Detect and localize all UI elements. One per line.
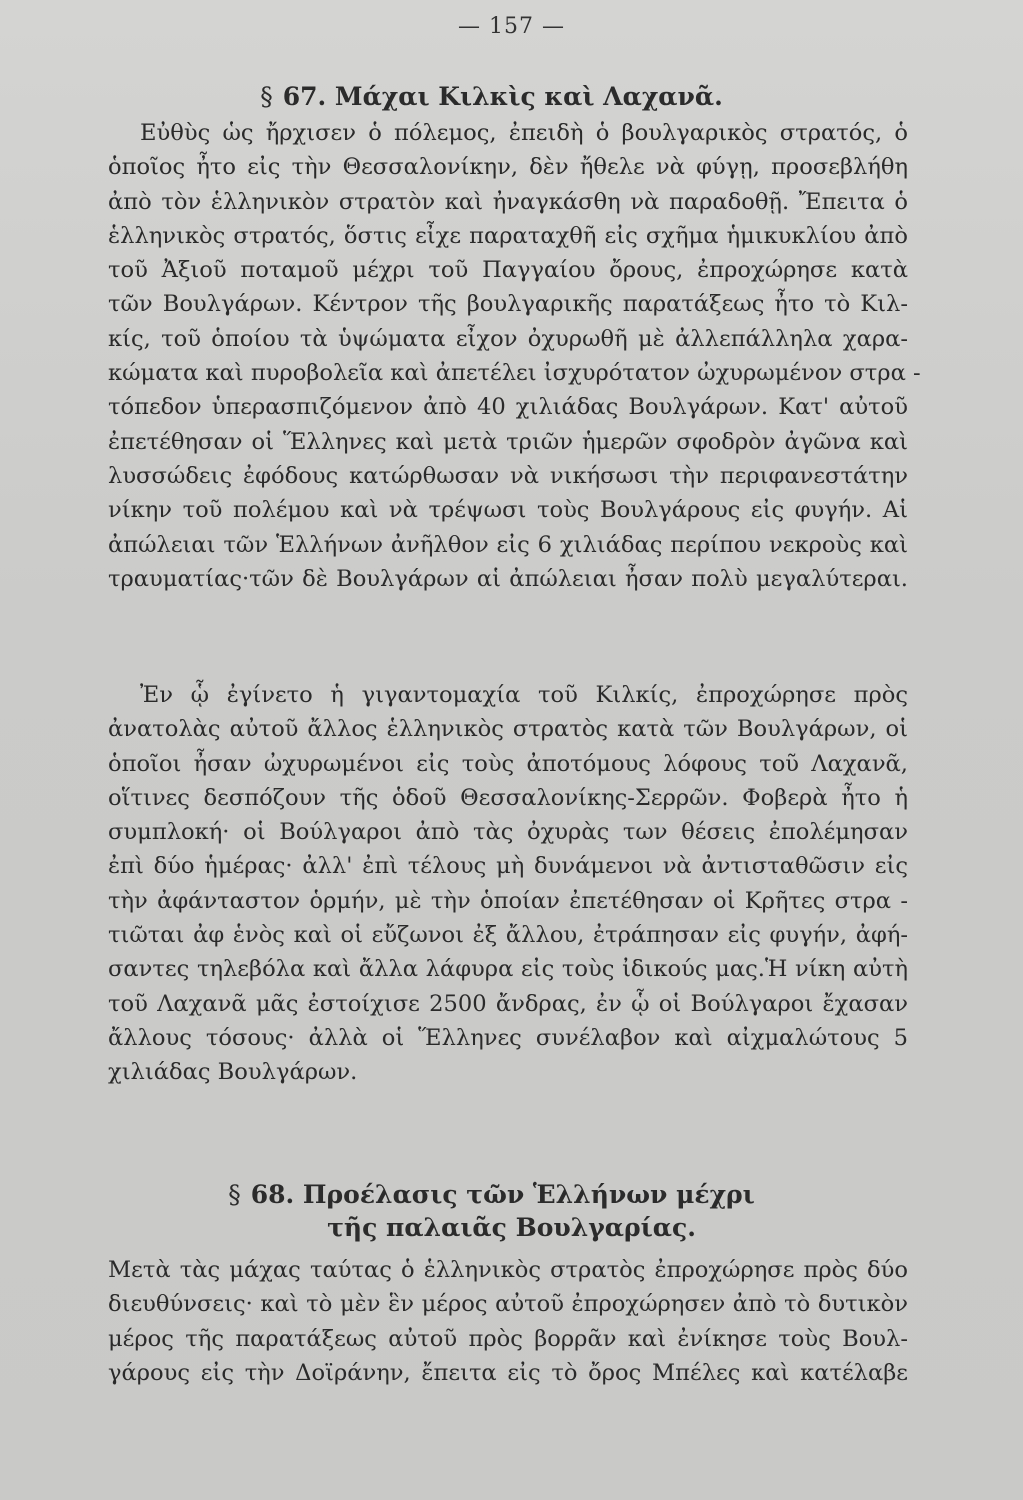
text-line: τὴν ἀφάνταστον ὁρμήν, μὲ τὴν ὁποίαν ἐπετέθησαν οἱ Κρῆτες στρα - — [108, 887, 908, 914]
page-number: — 157 — — [458, 14, 565, 39]
section-sign: § — [228, 1180, 241, 1209]
text-line: μέρος τῆς παρατάξεως αὐτοῦ πρὸς βορρᾶν καὶ ἐνίκησε τοὺς Βουλ- — [108, 1325, 908, 1352]
text-line: ὁποῖοι ἦσαν ὠχυρωμένοι εἰς τοὺς ἀποτόμους λόφους τοῦ Λαχανᾶ, — [108, 750, 908, 777]
section-67-title: 67. Μάχαι Κιλκὶς καὶ Λαχανᾶ. — [282, 82, 723, 111]
text-line: συμπλοκή· οἱ Βούλγαροι ἀπὸ τὰς ὀχυρὰς των θέσεις ἐπολέμησαν — [108, 819, 908, 846]
text-line: ἀπὸ τὸν ἑλληνικὸν στρατὸν καὶ ἠναγκάσθη νὰ παραδοθῇ. Ἔπειτα ὁ — [108, 188, 908, 215]
section-68-heading-cont — [0, 1213, 1023, 1242]
text-line: τοῦ Ἀξιοῦ ποταμοῦ μέχρι τοῦ Παγγαίου ὄρους, ἐπροχώρησε κατὰ — [108, 257, 908, 284]
text-line: ἀπώλειαι τῶν Ἑλλήνων ἀνῆλθον εἰς 6 χιλιάδας περίπου νεκροὺς καὶ — [108, 531, 908, 558]
text-line: τῶν Βουλγάρων. Κέντρον τῆς βουλγαρικῆς παρατάξεως ἦτο τὸ Κιλ- — [108, 291, 908, 318]
text-line: ἀνατολὰς αὐτοῦ ἄλλος ἑλληνικὸς στρατὸς κατὰ τῶν Βουλγάρων, οἱ — [108, 716, 908, 743]
text-line: ἄλλους τόσους· ἀλλὰ οἱ Ἕλληνες συνέλαβον καὶ αἰχμαλώτους 5 — [108, 1024, 908, 1051]
text-line: Ἐν ᾧ ἐγίνετο ἡ γιγαντομαχία τοῦ Κιλκίς, ἐπροχώρησε πρὸς — [140, 682, 908, 708]
text-line: κώματα καὶ πυροβολεῖα καὶ ἀπετέλει ἰσχυρότατον ὠχυρωμένον στρα - — [108, 360, 921, 387]
text-line: νίκην τοῦ πολέμου καὶ νὰ τρέψωσι τοὺς Βουλγάρους εἰς φυγήν. Αἱ — [108, 497, 908, 524]
text-line: ἐπὶ δύο ἡμέρας· ἀλλ' ἐπὶ τέλους μὴ δυνάμενοι νὰ ἀντισταθῶσιν εἰς — [108, 853, 908, 880]
section-68-title-line1: 68. Προέλασις τῶν Ἑλλήνων μέχρι — [250, 1180, 755, 1209]
text-line: τόπεδον ὑπερασπιζόμενον ἀπὸ 40 χιλιάδας Βουλγάρων. Κατ' αὐτοῦ — [108, 394, 908, 421]
paragraph-1 — [108, 116, 921, 596]
text-line: ὁποῖος ἦτο εἰς τὴν Θεσσαλονίκην, δὲν ἤθελε νὰ φύγῃ, προσεβλήθη — [108, 154, 908, 181]
section-67-heading — [0, 82, 1003, 111]
paragraph-3 — [108, 1253, 908, 1390]
section-68-title-line2: τῆς παλαιᾶς Βουλγαρίας. — [327, 1213, 696, 1242]
text-line: τραυματίας·τῶν δὲ Βουλγάρων αἱ ἀπώλειαι ἦσαν πολὺ μεγαλύτεραι. — [108, 565, 908, 592]
text-line: ἑλληνικὸς στρατός, ὅστις εἶχε παραταχθῆ εἰς σχῆμα ἡμικυκλίου ἀπὸ — [108, 222, 908, 249]
text-line: λυσσώδεις ἐφόδους κατώρθωσαν νὰ νικήσωσι τὴν περιφανεστάτην — [108, 462, 908, 489]
text-line: χιλιάδας Βουλγάρων. — [108, 1059, 358, 1086]
text-line: κίς, τοῦ ὁποίου τὰ ὑψώματα εἶχον ὀχυρωθῆ μὲ ἀλλεπάλληλα χαρα- — [108, 325, 908, 352]
text-line: γάρους εἰς τὴν Δοϊράνην, ἔπειτα εἰς τὸ ὄρος Μπέλες καὶ κατέλαβε — [108, 1359, 908, 1386]
text-line: τιῶται ἀφ ἑνὸς καὶ οἱ εὔζωνοι ἐξ ἄλλου, ἐτράπησαν εἰς φυγήν, ἀφή- — [108, 922, 908, 949]
paragraph-2 — [108, 678, 908, 1090]
text-line: Μετὰ τὰς μάχας ταύτας ὁ ἑλληνικὸς στρατὸς ἐπροχώρησε πρὸς δύο — [108, 1257, 908, 1283]
section-68-heading — [0, 1180, 1003, 1209]
text-line: οἵτινες δεσπόζουν τῆς ὁδοῦ Θεσσαλονίκης-Σερρῶν. Φοβερὰ ἦτο ἡ — [108, 784, 908, 811]
text-line: Εὐθὺς ὡς ἤρχισεν ὁ πόλεμος, ἐπειδὴ ὁ βουλγαρικὸς στρατός, ὁ — [140, 120, 908, 146]
text-line: σαντες τηλεβόλα καὶ ἄλλα λάφυρα εἰς τοὺς ἰδικούς μας.Ἡ νίκη αὐτὴ — [108, 956, 908, 983]
section-sign: § — [260, 82, 273, 111]
text-line: διευθύνσεις· καὶ τὸ μὲν ἓν μέρος αὐτοῦ ἐπροχώρησεν ἀπὸ τὸ δυτικὸν — [108, 1291, 908, 1318]
text-line: ἐπετέθησαν οἱ Ἕλληνες καὶ μετὰ τριῶν ἡμερῶν σφοδρὸν ἀγῶνα καὶ — [108, 428, 908, 455]
text-line: τοῦ Λαχανᾶ μᾶς ἐστοίχισε 2500 ἄνδρας, ἐν ᾧ οἱ Βούλγαροι ἔχασαν — [108, 990, 908, 1017]
